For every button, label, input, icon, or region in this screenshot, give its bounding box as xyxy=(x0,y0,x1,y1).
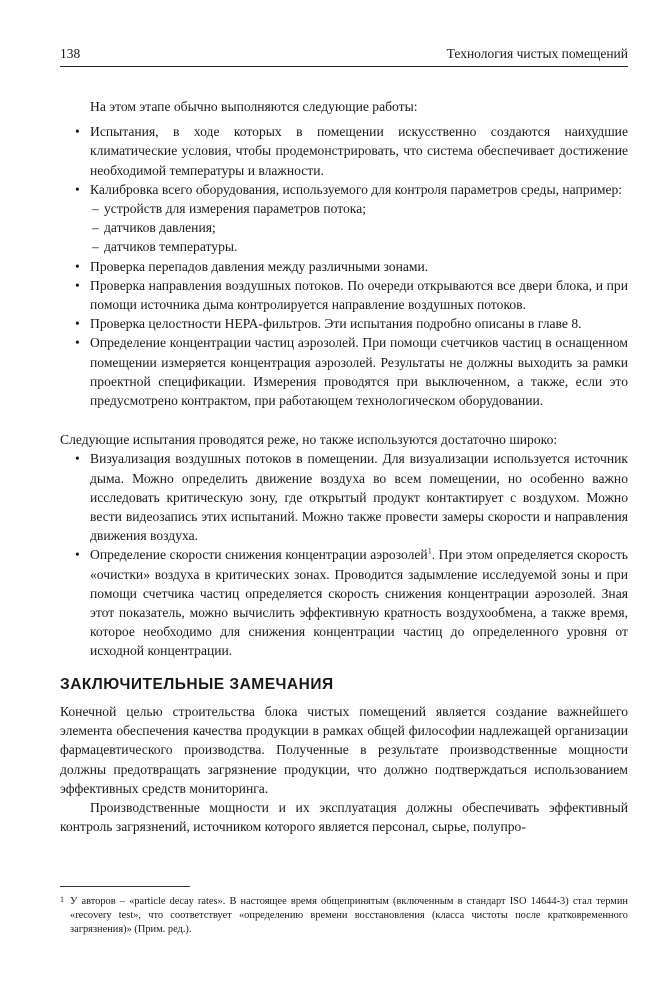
additional-tests-list xyxy=(60,449,628,660)
list-item: • Проверка перепадов давления между различными зонами. xyxy=(90,257,628,276)
list-item: • Визуализация воздушных потоков в помещении. Для визуализации используется источник дыма. Можно определить движение воздуха во всем помещении, но особенно важно исследовать критическую зону, где открытый продукт контактирует с воздухом. Можно вести видеозапись этих испытаний. Можно также провести замеры скорости и направления движения воздуха. xyxy=(90,449,628,545)
list-item: • Проверка целостности НЕРА-фильтров. Эти испытания подробно описаны в главе 8. xyxy=(90,314,628,333)
sub-list-item: – датчиков давления; xyxy=(104,218,628,237)
list-item: • Проверка направления воздушных потоков. По очереди открываются все двери блока, и при помощи источника дыма контролируется направление воздушных потоков. xyxy=(90,276,628,314)
list-item-text: . При этом определяется скорость «очистки» воздуха в критических зонах. Проводится задымление исследуемой зоны и при помощи счетчика частиц определяется скорость снижения концентрации аэрозолей. Зная этот показатель, можно вычислить эффективную кратность воздухообмена, а также время, которое необходимо для снижения концентрации частиц до определенного уровня от исходной концентрации. xyxy=(90,547,628,659)
paragraph: Производственные мощности и их эксплуатация должны обеспечивать эффективный контроль загрязнений, источником которого является персонал, сырье, полупро- xyxy=(60,799,628,835)
running-title: Технология чистых помещений xyxy=(446,46,628,61)
acceptance-tests-list xyxy=(60,122,628,410)
list-item xyxy=(90,180,628,257)
footnote xyxy=(60,895,628,937)
list-item-text: Калибровка всего оборудования, используемого для контроля параметров среды, например: xyxy=(90,181,623,197)
page-number: 138 xyxy=(60,46,81,61)
footnote-marker: 1 xyxy=(60,895,64,904)
footnote-divider xyxy=(60,886,190,887)
paragraph: Следующие испытания проводятся реже, но также используются достаточно широко: xyxy=(60,432,558,448)
section-heading: ЗАКЛЮЧИТЕЛЬНЫЕ ЗАМЕЧАНИЯ xyxy=(60,675,334,693)
main-text xyxy=(60,97,628,836)
list-item-text: Определение скорости снижения концентрации аэрозолей xyxy=(90,547,428,563)
footnote-reference: 1 xyxy=(427,546,432,556)
list-item: • Определение концентрации частиц аэрозолей. При помощи счетчиков частиц в оснащенном помещении измеряется концентрация аэрозолей. Результаты не должны выходить за рамки проектной спецификации. Измерения проводятся при выключенном, а также, если это предусмотрено контрактом, при работающем технологическом оборудовании. xyxy=(90,333,628,410)
sub-list xyxy=(90,199,628,257)
page-header xyxy=(60,46,628,67)
list-item: • Испытания, в ходе которых в помещении искусственно создаются наихудшие климатические условия, чтобы продемонстрировать, что система обеспечивает достижение необходимой температуры и влажности. xyxy=(90,122,628,180)
footnote-text: У авторов – «particle decay rates». В настоящее время общепринятым (включенным в стандарт ISO 14644-3) стал термин «recovery test», что соответствует «определению времени восстановления (класса чистоты после кратковременного загрязнения)» (Прим. ред.). xyxy=(70,896,628,935)
paragraph: Конечной целью строительства блока чистых помещений является создание важнейшего элемента обеспечения качества продукции в рамках общей философии надлежащей организации фармацевтического производства. Полученные в результате производственные мощности должны предотвращать загрязнение продукции, что должно подтверждаться использованием эффективных средств мониторинга. xyxy=(60,703,628,796)
intro-paragraph: На этом этапе обычно выполняются следующие работы: xyxy=(90,99,418,114)
list-item xyxy=(90,545,628,660)
sub-list-item: – устройств для измерения параметров потока; xyxy=(104,199,628,218)
sub-list-item: – датчиков температуры. xyxy=(104,237,628,256)
